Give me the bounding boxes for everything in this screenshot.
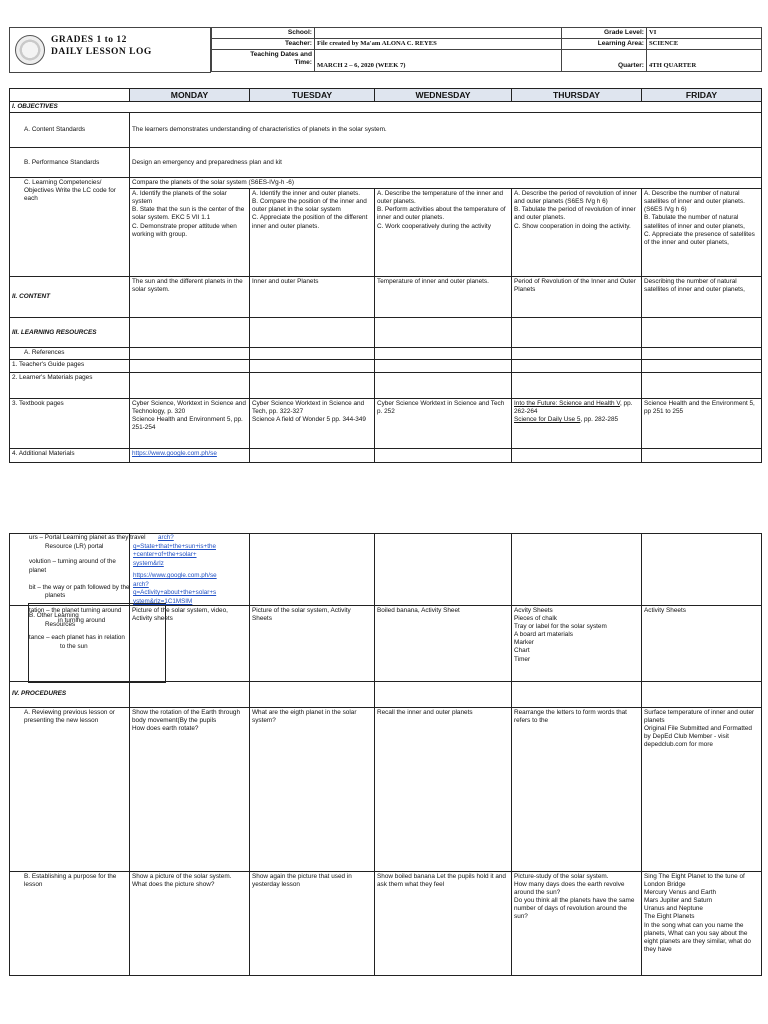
area-value: SCIENCE	[647, 39, 762, 50]
procedure-a-wednesday: Recall the inner and outer planets	[375, 708, 512, 872]
textbook-wednesday: Cyber Science Worktext in Science and Tech p. 252	[375, 399, 512, 449]
overlay-link-1[interactable]: arch?	[158, 534, 174, 541]
day-wednesday: WEDNESDAY	[375, 89, 512, 102]
day-friday: FRIDAY	[642, 89, 762, 102]
textbook-tuesday: Cyber Science Worktext in Science and Tech, pp. 322-327 Science A field of Wonder 5 pp. 344-349	[250, 399, 375, 449]
lesson-table-bottom	[9, 533, 761, 976]
other-resources-friday: Activity Sheets	[642, 606, 762, 682]
overlay-text-7: tation – the planet turning around	[29, 607, 122, 614]
content-monday: The sun and the different planets in the solar system.	[130, 277, 250, 318]
overlay-text-5: bit – the way or path followed by the	[29, 584, 130, 591]
procedures-heading: IV. PROCEDURES	[10, 682, 130, 708]
other-resources-monday: Picture of the solar system, video, Activity sheets	[130, 606, 250, 682]
content-thursday: Period of Revolution of the Inner and Outer Planets	[512, 277, 642, 318]
additional-materials-link[interactable]: https://www.google.com.ph/se	[130, 449, 250, 463]
procedure-a-friday: Surface temperature of inner and outer planets Original File Submitted and Formatted by DepEd Club Member - visit depedclub.com for more	[642, 708, 762, 872]
day-tuesday: TUESDAY	[250, 89, 375, 102]
references-label: A. References	[10, 348, 130, 360]
other-resources-thursday: Acvity Sheets Pieces of chalk Tray or label for the solar system A board art materials Marker Chart Timer	[512, 606, 642, 682]
overlay-text-1: urs – Portal Learning planet as they travel	[29, 534, 146, 541]
title-box	[9, 27, 211, 73]
teacher-label: Teacher:	[212, 39, 315, 50]
overlay-link-2[interactable]: q=State+that+the+sun+is+the	[133, 543, 216, 550]
procedure-b-monday: Show a picture of the solar system. What does the picture show?	[130, 872, 250, 976]
performance-standards-text: Design an emergency and preparedness plan and kit	[130, 148, 762, 178]
content-standards-label: A. Content Standards	[10, 113, 130, 148]
procedure-a-monday: Show the rotation of the Earth through body movement(By the pupils How does earth rotate?	[130, 708, 250, 872]
overlay-text-6: planets	[45, 592, 66, 599]
textbook-monday: Cyber Science, Worktext in Science and Technology, p. 320 Science Health and Environment 5, pp. 251-254	[130, 399, 250, 449]
textbook-thursday: Into the Future: Science and Health V, pp. 262-264 Science for Daily Use 5, pp. 282-285	[512, 399, 642, 449]
overlay-link-6[interactable]: arch?	[133, 581, 149, 588]
content-tuesday: Inner and outer Planets	[250, 277, 375, 318]
competency-friday: A. Describe the number of natural satellites of inner and outer planets. (S6ES IVg h 6) B. Tabulate the number of natural satellites of inner and outer planets, C. Appreciate the presence of satellites of the inner and outer planets,	[642, 189, 762, 277]
teacher-value: File created by Ma'am ALONA C. REYES	[315, 39, 562, 50]
content-standards-text: The learners demonstrates understanding of characteristics of planets in the solar system.	[130, 113, 762, 148]
quarter-label: Quarter:	[562, 50, 647, 72]
resources-heading: III. LEARNING RESOURCES	[10, 318, 130, 348]
textbook-friday: Science Health and the Environment 5, pp 251 to 255	[642, 399, 762, 449]
procedure-b-tuesday: Show again the picture that used in yesterday lesson	[250, 872, 375, 976]
lesson-table-top	[9, 88, 761, 463]
area-label: Learning Area:	[562, 39, 647, 50]
competency-wednesday: A. Describe the temperature of the inner and outer planets. B. Perform activities about the temperature of inner and outer planets. C. Work cooperatively during the activity	[375, 189, 512, 277]
overlay-link-5[interactable]: https://www.google.com.ph/se	[133, 572, 217, 579]
day-thursday: THURSDAY	[512, 89, 642, 102]
dates-label: Teaching Dates and Time:	[212, 50, 315, 72]
other-resources-tuesday: Picture of the solar system, Activity Sheets	[250, 606, 375, 682]
additional-materials-label: 4. Additional Materials	[10, 449, 130, 463]
overlay-link-7[interactable]: q=Activity+about+the+solar+s	[133, 589, 217, 596]
header-info	[211, 27, 761, 72]
title-line-2: DAILY LESSON LOG	[51, 47, 152, 57]
quarter-value: 4TH QUARTER	[647, 50, 762, 72]
overlay-text-8: B. Other Learning	[29, 612, 79, 619]
title-line-1: GRADES 1 to 12	[51, 35, 127, 45]
procedure-a-tuesday: What are the eigth planet in the solar system?	[250, 708, 375, 872]
procedure-b-thursday: Picture-study of the solar system. How many days does the earth revolve around the sun? Do you think all the planets have the same number of days of revolution around the sun?	[512, 872, 642, 976]
competencies-label: C. Learning Competencies/ Objectives Write the LC code for each	[10, 178, 130, 277]
procedure-a-thursday: Rearrange the letters to form words that refers to the	[512, 708, 642, 872]
competency-thursday: A. Describe the period of revolution of inner and outer planets (S6ES IVg h 6) B. Tabulate the period of revolution of inner and outer planets. C. Show cooperation in doing the activity.	[512, 189, 642, 277]
performance-standards-label: B. Performance Standards	[10, 148, 130, 178]
overlay-text-11: to the sun	[60, 643, 88, 650]
overlay-link-4[interactable]: system&rlz	[133, 560, 164, 567]
procedure-b-label: B. Establishing a purpose for the lesson	[10, 872, 130, 976]
overlay-text-3: volution – turning around of the	[29, 558, 116, 565]
learners-materials-label: 2. Learner's Materials pages	[10, 373, 130, 399]
procedure-b-friday: Sing The Eight Planet to the tune of London Bridge Mercury Venus and Earth Mars Jupiter and Saturn Uranus and Neptune The Eight Planets In the song what can you name the planets, What can you say about the eight planets are they similar, what do they have	[642, 872, 762, 976]
deped-seal-icon	[15, 35, 45, 65]
dates-value: MARCH 2 – 6, 2020 (WEEK 7)	[315, 50, 562, 72]
overlay-text-12: in turning around	[58, 617, 106, 624]
content-heading: II. CONTENT	[10, 277, 130, 318]
other-resources-wednesday: Boiled banana, Activity Sheet	[375, 606, 512, 682]
procedure-b-wednesday: Show boiled banana Let the pupils hold it and ask them what they feel	[375, 872, 512, 976]
grade-value: VI	[647, 28, 762, 39]
content-friday: Describing the number of natural satellites of inner and outer planets,	[642, 277, 762, 318]
grade-label: Grade Level:	[562, 28, 647, 39]
competency-header: Compare the planets of the solar system (S6ES-IVg-h -6)	[130, 178, 762, 189]
overlay-text-9: Resources	[45, 621, 76, 628]
school-value	[315, 28, 562, 39]
competency-monday: A. Identify the planets of the solar system B. State that the sun is the center of the solar system. EKC 5 VII 1.1 C. Demonstrate proper attitude when working with group.	[130, 189, 250, 277]
overlay-text-10: tance – each planet has in relation	[29, 634, 125, 641]
overlay-link-8[interactable]: ystem&rlz=1C1MSIM	[133, 598, 193, 605]
overlay-text-4: planet	[29, 567, 47, 574]
procedure-a-label: A. Reviewing previous lesson or presenting the new lesson	[10, 708, 130, 872]
content-wednesday: Temperature of inner and outer planets.	[375, 277, 512, 318]
objectives-heading: I. OBJECTIVES	[10, 102, 762, 113]
competency-tuesday: A. Identify the inner and outer planets. B. Compare the position of the inner and outer planet in the solar system C. Appreciate the position of the different inner and outer planets.	[250, 189, 375, 277]
textbook-label: 3. Textbook pages	[10, 399, 130, 449]
school-label: School:	[212, 28, 315, 39]
teachers-guide-label: 1. Teacher's Guide pages	[10, 360, 130, 373]
corner-cell	[10, 89, 130, 102]
overlay-text-2: Resource (LR) portal	[45, 543, 104, 550]
day-monday: MONDAY	[130, 89, 250, 102]
overlay-link-3[interactable]: +center+of+the+solar+	[133, 551, 197, 558]
